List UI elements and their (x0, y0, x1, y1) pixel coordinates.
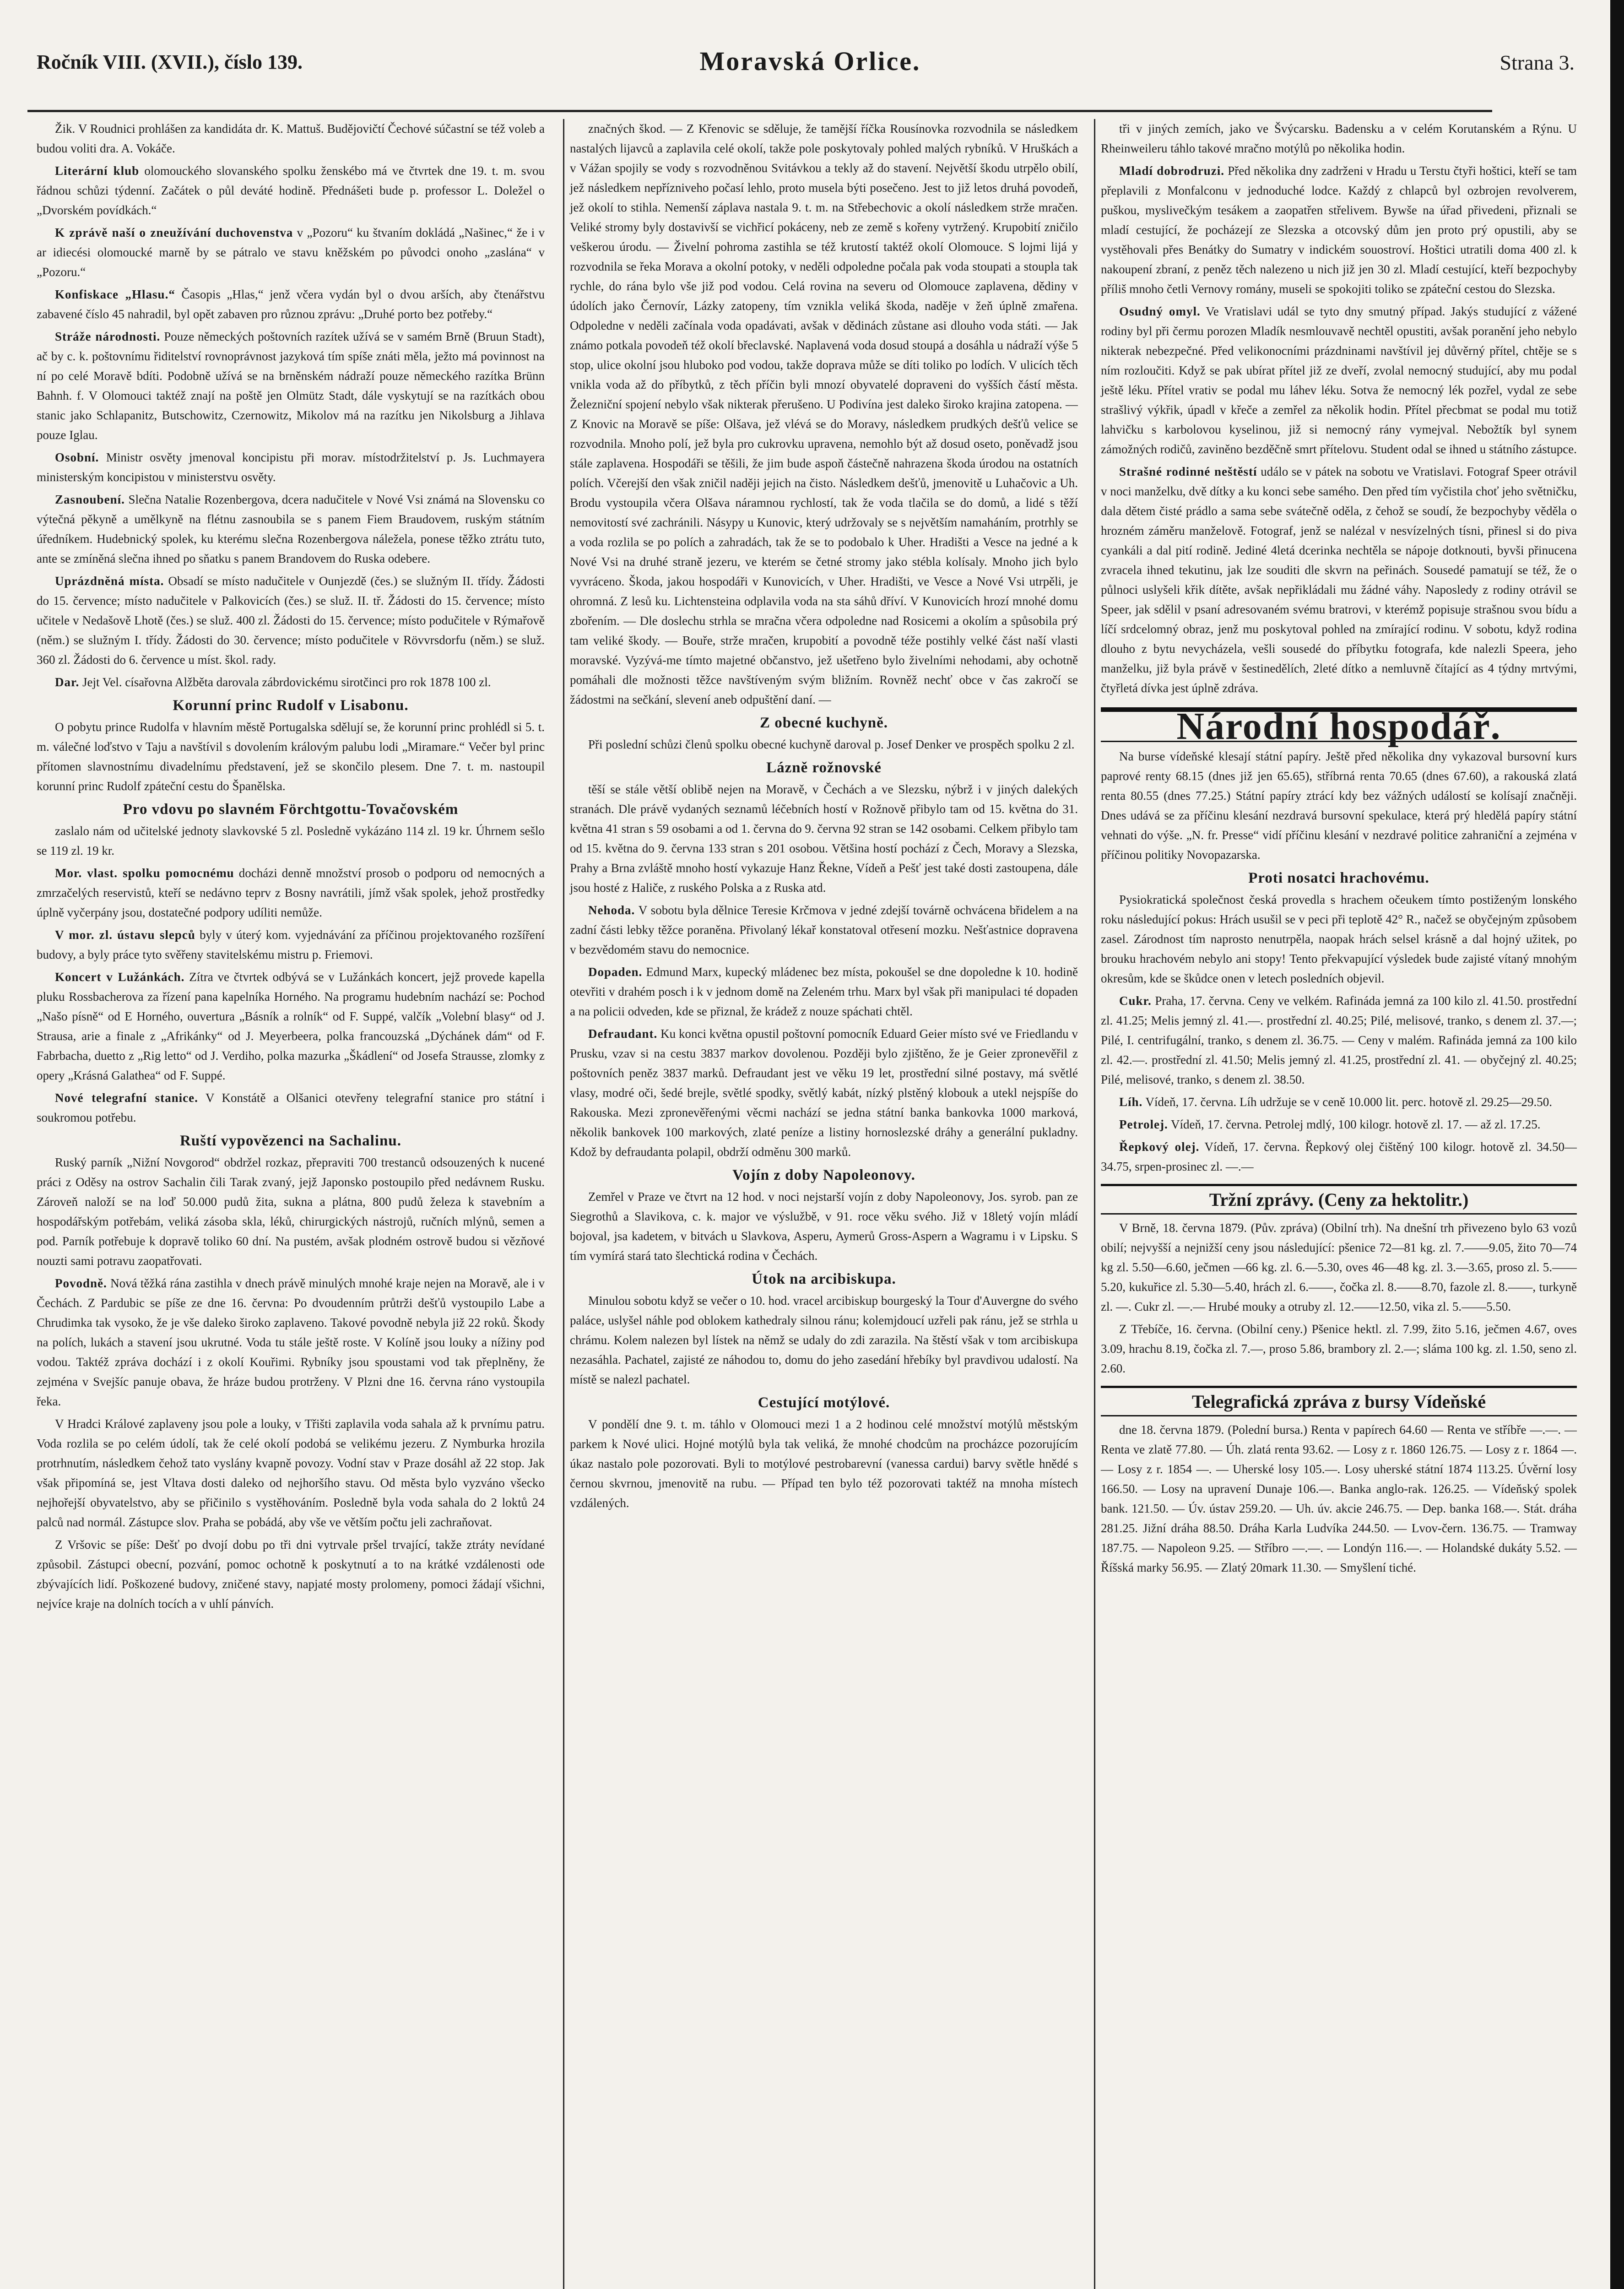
article-paragraph (37, 1414, 545, 1532)
paragraph-text: Edmund Marx, kupecký mládenec bez místa, pokoušel se dne dopoledne k 10. hodině otevřiti v drahém posch i k v jednom domě na Zeleném trhu. Marx byl však při manipulaci té dopaden a na policii odveden, kde se přiznal, že krádež z nouze spáchati chtěl. (570, 965, 1078, 1018)
article-paragraph (37, 223, 545, 282)
paragraph-text: v „Pozoru“ ku štvaním dokládá „Našinec,“ že i v ar idiecési olomoucké marně by se pátralo ve stavu kněžském po původci onoho „zaslána“ v „Pozoru.“ (37, 226, 545, 279)
article-paragraph (37, 863, 545, 922)
paragraph-text: Nová těžká rána zastihla v dnech právě minulých mnohé kraje nejen na Moravě, ale i v Čechách. Z Pardubic se píše ze dne 16. června: Po dvoudenním průtrži dešťů vystoupilo Labe a Chrudimka tak vysoko, že je vše daleko široko zaplaveno. Takové povodně nebyla již 22 roků. Škody na polích, lukách a stavení jsou ukrutné. Voda tu stále ještě roste. V Kolíně jsou louky a nížiny pod vodou. Taktéž zpráva dochází i z okolí Kouřimi. Rybníky jsou spoustami vod tak přeplněny, že zejména v Svejšíc panuje obava, že hráze budou protrženy. V Plzni dne 16. června ráno vystoupila řeka. (37, 1276, 545, 1408)
article-heading: Vojín z doby Napoleonovy. (732, 1167, 915, 1183)
paragraph-lead: Dopaden. (588, 965, 643, 979)
paragraph-lead: Nové telegrafní stanice. (55, 1091, 198, 1105)
paragraph-text: Před několika dny zadrženi v Hradu u Terstu čtyři hoštici, kteří se tam přeplavili z Monfalconu v jednoduché lodce. Každý z chlapců byl ozbrojen revolverem, puškou, myslivečkým tesákem a zaopatřen střelivem. Bywše na úřad přivedeni, přiznali se mladí cestující, že pocházejí ze Slezska a otcovský dům jen proto prý opustili, aby se vystěhovali přes Benátky do Sumatry v indickém souostroví. Hoštici utratili doma 400 zl. k nakoupení zbraní, z peněz těch nalezeno u nich již jen 30 zl. Mladí cestující, kteří bezpochyby příliš mnoho četli Vernovy romány, museli se spokojiti toliko se zpáteční cestou do Slezska. (1101, 164, 1577, 296)
article-paragraph (570, 780, 1078, 898)
paragraph-text: těší se stále větší oblibě nejen na Moravě, v Čechách a ve Slezsku, nýbrž i v jiných dalekých stranách. Dle právě vydaných seznamů léčebních hostí v Rožnově přibylo tam od 15. května do 31. května 41 stran s 59 osobami a od 1. června do 9. června 92 stran se 142 osobami. Celkem přibylo tam od 15. května do 9. června 133 stran s 201 osobou. Většina hostí pochází z Čech, Moravy a Slezska, Prahy a Brna zvláště mnoho hostí vykazuje Hanz Řekne, Vídeň a Pešť jest také dosti zastoupena, dále jsou hosté z Haliče, z ruského Polska a z Ruska atd. (570, 782, 1078, 895)
article-paragraph (570, 962, 1078, 1021)
paragraph-text: Obsadí se místo nadučitele v Ounjezdě (čes.) se služným II. třídy. Žádosti do 15. července; místo nadučitele v Palkovicích (čes.) se služ. II. tř. Žádosti do 15. července; místo učitele v Nedašově Lhotě (čes.) se služ. 400 zl. Žádosti do 15. července; místo podučitele v Rýmařově (něm.) se služným I. třídy. Žádosti do 30. července; místo podučitele v Rövvrsdorfu (něm.) se služ. 360 zl. Žádosti do 6. července u míst. škol. rady. (37, 574, 545, 667)
paragraph-lead: Nehoda. (588, 903, 635, 917)
article-heading: Korunní princ Rudolf v Lisabonu. (173, 697, 409, 714)
section-title: Národní hospodář. (1101, 707, 1577, 742)
paragraph-lead: Petrolej. (1119, 1117, 1168, 1131)
paragraph-text: V sobotu byla dělnice Teresie Krčmova v jedné zdejší továrně ochvácena břidelem a na zadní části lebky těžce poraněna. Přivolaný lékař konstatoval otřesení mozku. Nešťastnice dopravena v bezvědomém stavu do nemocnice. (570, 903, 1078, 956)
paragraph-lead: Osudný omyl. (1119, 304, 1201, 318)
article-paragraph (37, 717, 545, 796)
article-paragraph (37, 673, 545, 692)
paragraph-lead: Líh. (1119, 1095, 1143, 1109)
box-heading: Telegrafická zpráva z bursy Vídeňské (1101, 1386, 1577, 1416)
paragraph-text: V Brně, 18. června 1879. (Pův. zpráva) (Obilní trh). Na dnešní trh přivezeno bylo 63 vozů obilí; nejvyšší a nejnižší ceny jsou následující: pšenice 72—81 kg. zl. 7.——9.05, žito 70—74 kg zl. 5.50—6.60, ječmen —66 kg. zl. 6.—5.30, oves 46—48 kg. zl. 3.—3.65, proso zl. 5.——5.20, kukuřice zl. 5.30—5.40, hrách zl. 6.——, čočka zl. 8.——8.70, fazole zl. 8.——, turkyně zl. —. Cukr zl. —.— Hrubé mouky a otruby zl. 12.——12.50, vika zl. 5.——5.50. (1101, 1221, 1577, 1313)
paragraph-lead: V mor. zl. ústavu slepců (55, 928, 195, 942)
article-paragraph (570, 1187, 1078, 1266)
article-paragraph (37, 1274, 545, 1411)
article-heading: Z obecné kuchyně. (759, 715, 888, 731)
article-paragraph (1101, 991, 1577, 1090)
paragraph-text: Ruský parník „Nižní Novgorod“ obdržel rozkaz, přepraviti 700 trestanců odsouzených k nucené práci z Oděsy na ostrov Sachalin čili Tarak zvaný, jejž Japonsko postoupilo před nedávnem Rusku. Zároveň naloží se na loď 50.000 pudů žita, sukna a plátna, 800 pudů železa k stavebním a hospodářským potřebám, veliká zásoba skla, léků, chirurgických nástrojů, ručních mlýnů, semen a pod. Parník potřebuje k dopravě toliko 60 dní. Na pustém, avšak plodném ostrově budou si vězňové nouzti sami potravu zaopatřovati. (37, 1155, 545, 1268)
article-heading: Proti nosatci hrachovému. (1248, 870, 1429, 886)
article-paragraph (570, 900, 1078, 960)
paragraph-text: Vídeň, 17. června. Petrolej mdlý, 100 kilogr. hotově zl. 17. — až zl. 17.25. (1168, 1117, 1541, 1131)
paragraph-lead: Konfiskace „Hlasu.“ (55, 287, 175, 301)
paragraph-text: Na burse vídeňské klesají státní papíry. Ještě před několika dny vykazoval bursovní kurs paprové renty 68.15 (dnes již jen 65.65), stříbrná renta 70.65 (dnes 67.60), a rakouská zlatá renta 80.55 (dnes 77.25.) Státní papíry ztrácí kdy bez vážných událostí se kolísají značněji. Dnes udává se za příčinu klesání nezdravá bursovní spekulace, která prý hledělá papíry státní vehnati do výše. „N. fr. Presse“ vidí příčinu klesání v nezdravé politice zahraniční a zejména v příčinou politiky Novopazarska. (1101, 749, 1577, 862)
paragraph-lead: Mor. vlast. spolku pomocnému (55, 866, 234, 880)
paragraph-text: O pobytu prince Rudolfa v hlavním městě Portugalska sdělují se, že korunní princ prohlédl si 5. t. m. válečné loďstvo v Taju a navštívil s dovolením královým palubu lodi „Miramare.“ Večer byl princ přítomen slavnostnímu divadelnímu představení, jež se skončilo plesem. Dne 7. t. m. nastoupil korunní princ Rudolf zpáteční cestu do Španělska. (37, 720, 545, 793)
paragraph-lead: Uprázdněná místa. (55, 574, 164, 588)
article-paragraph (37, 161, 545, 220)
paragraph-lead: Mladí dobrodruzi. (1119, 164, 1225, 178)
paragraph-text: Zítra ve čtvrtek odbývá se v Lužánkách koncert, jejž provede kapella pluku Rossbacherova za řízení pana kapelníka Horného. Na programu hudebním nachází se: Pochod „Našo písně“ od E Horného, ouvertura „Básník a rolník“ od F. Suppé, valčík „Volební blasy“ od J. Strausa, arie a finale z „Afrikánky“ od J. Meyerbeera, polka francouzská „Dýchánek dám“ od F. Fabrbacha, duetto z „Rig letto“ od J. Verdiho, polka mazurka „Škádlení“ od Josefa Strausse, zlomky z opery „Krásná Galathea“ od F. Suppé. (37, 970, 545, 1082)
box-heading: Tržní zprávy. (Ceny za hektolitr.) (1101, 1184, 1577, 1215)
paragraph-text: Zemřel v Praze ve čtvrt na 12 hod. v noci nejstarší vojín z doby Napoleonovy, Jos. syrob. pan ze Siegrothů a Slavikova, c. k. major ve výslužbě, v 91. roce věku svého. Již v 18letý vojín mládí bojoval, jsa kadetem, v bitvách u Slavkova, Asperu, Aymerů Gross-Aspern a Wagramu i v Lipsku. S tím vymírá stará tato šlechtická rodina v Čechách. (570, 1190, 1078, 1263)
article-paragraph (37, 821, 545, 861)
article-paragraph (37, 119, 545, 158)
article-paragraph (1101, 161, 1577, 299)
paragraph-lead: Stráže národnosti. (55, 330, 161, 343)
paragraph-text: Z Třebíče, 16. června. (Obilní ceny.) Pšenice hektl. zl. 7.99, žito 5.16, ječmen 4.67, oves 3.09, hrachu 8.19, čočka zl. 7.—, proso 5.86, brambory zl. 2.—; sláma 100 kg. zl. 1.50, seno zl. 2.60. (1101, 1322, 1577, 1375)
article-paragraph (1101, 1137, 1577, 1177)
article-paragraph (1101, 302, 1577, 459)
paragraph-text: Ve Vratislavi udál se tyto dny smutný případ. Jakýs studující z vážené rodiny byl při čermu porozen Mladík nesmlouvavě nechtěl opustiti, avšak poranění jeho nebylo nikterak nebezpečné. Před velikonocními prázdninami navštívil jej důvěrný přítel, chtěje se s ním rozloučiti. Když se pak ubírat přítel již ze dveří, zvolal nemocný studující, aby mu podal ještě léku. Přítel vrativ se podal mu láhev léku. Sotva že nemocný lék pozřel, vydal ze sebe strašlivý výkřik, úpadl v křeče a zemřel za několik hodin. Přítel přecbmat se podal mu totiž lahvičku s karbolovou kyselinou, již si nemocný rány vymejval. Nebožtík byl synem zámožných rodičů, zaviněno bezděčně smrt přítelovu. Student odal se ihned u státního zástupce. (1101, 304, 1577, 456)
paragraph-text: Minulou sobotu když se večer o 10. hod. vracel arcibiskup bourgeský la Tour d'Auvergne do svého paláce, uslyšel náhle pod oblokem kathedraly silnou ránu; kolemjdoucí uzřeli pak ránu, jež se strhla u chrámu. Kolem nalezen byl lístek na němž se udaly do zdi zarazila. Na štěstí však v tom arcibiskupa nezasáhla. Pachatel, zajisté ze náhodou to, domu do jeho zasedání hřebíky byl pravdivou udalostí. Na místě se nalezl pachatel. (570, 1294, 1078, 1386)
columns (37, 119, 1593, 2289)
article-paragraph (37, 327, 545, 445)
article-heading: Ruští vypovězenci na Sachalinu. (180, 1133, 401, 1149)
paragraph-text: V Konstátě a Olšanici otevřeny telegrafní stanice pro státní i soukromou potřebu. (37, 1091, 545, 1124)
paragraph-text: byly v úterý kom. vyjednávání za příčinou projektovaného rozšíření budovy, a byly práce tyto svěřeny stavitelskému mistru p. Friemovi. (37, 928, 545, 961)
article-heading: Pro vdovu po slavném Förchtgottu-Tovačovském (123, 801, 459, 818)
scan-edge (1610, 0, 1624, 2289)
page-number: Strana 3. (1499, 51, 1575, 74)
paragraph-text: V pondělí dne 9. t. m. táhlo v Olomouci mezi 1 a 2 hodinou celé množství motýlů městským parkem k Nové ulici. Hojné motýlů byla tak veliká, že mnohé chodcům na procházce pozorujícím úkaz nastalo pole pozorovati. Byli to motýlové pestrobarevní (vanessa cardui) barvy světle hnědé s černou skvrnou, jmenovitě na rubu. — Případ ten bylo též pozorovati taktéž na mnoha místech vzdálených. (570, 1417, 1078, 1510)
paragraph-text: V Hradci Králové zaplaveny jsou pole a louky, v Třišti zaplavila voda sahala až k prvnímu patru. Voda rozlila se po celém údolí, tak že celé okolí podobá se velikému jezeru. Z Nymburka hrozila protrhnutím, následkem čehož tato vyslány kvapně povozy. Vodní stav v Praze dosáhl až 22 stop. Jak však připomíná se, jest Vltava dosti daleko od nejhoršího stavu. Od města bylo vyzváno všecko nejhořejší obyvatelstvo, aby se přičinilo s vystěhováním. Posledně byla voda sahala do 2 loktů 24 palců nad normál. Zástupce slov. Praha se pobádá, aby vše ve větším počtu jeli zachraňovat. (37, 1417, 545, 1529)
article-heading: Lázně rožnovské (766, 759, 882, 776)
paragraph-text: Jejt Vel. císařovna Alžběta darovala zábrdovickému sirotčinci pro rok 1878 100 zl. (79, 675, 491, 689)
paragraph-lead: Řepkový olej. (1119, 1140, 1200, 1154)
paragraph-lead: Defraudant. (588, 1027, 658, 1041)
article-paragraph (570, 735, 1078, 754)
column-1 (37, 119, 545, 2289)
issue-number: Ročník VIII. (XVII.), číslo 139. (37, 51, 303, 73)
paragraph-text: Pouze německých poštovních razítek užívá se v samém Brně (Bruun Stadt), ač by c. k. poštovnímu řiditelství rovnoprávnost jazyková tím spíše znáti měla, ježto má povinnost na ní po celé Moravě bdíti. Podobně užívá se na brněnském nádraží pouze německého razítka Brünn Bahnh. f. V Olomouci taktéž znají na poště jen Olmütz Stadt, dále vyskytují se na razítkách obou stanic jako Schlapanitz, Butschowitz, Czernowitz, Mikolov má na razítku jen Nikolsburg a Jihlava pouze Iglau. (37, 330, 545, 442)
article-paragraph (37, 571, 545, 670)
article-paragraph (37, 967, 545, 1085)
paragraph-lead: Cukr. (1119, 994, 1152, 1008)
article-paragraph (1101, 1420, 1577, 1578)
paragraph-text: zaslalo nám od učitelské jednoty slavkovské 5 zl. Posledně vykázáno 114 zl. 19 kr. Úhrnem sešlo se 119 zl. 19 kr. (37, 824, 545, 857)
article-paragraph (570, 1291, 1078, 1389)
paragraph-text: Ku konci května opustil poštovní pomocník Eduard Geier místo své ve Friedlandu v Prusku, vzav si na cestu 3837 markov dovolenou. Později bylo zjištěno, že je Geier zpronevěřil z poštovních peněz 3837 marků. Defraudant jest ve věku 19 let, prostřední silné postavy, má světlé vlasy, modré oči, šedé brejle, světlé spodky, světlý kabát, nízký plstěný klobouk a utekl nejspíše do Rakouska. Mezi zpronevěřenými věcmi nachází se jedna státní banka bankovka 1000 marková, několik bankovek 100 markových, zlaté peníze a listiny hornoslezské dráhy a generální pukladny. Kdož by defraudanta polapil, obdrží odměnu 300 marků. (570, 1027, 1078, 1159)
article-paragraph (37, 925, 545, 965)
paragraph-text: značných škod. — Z Křenovic se sděluje, že tamější říčka Rousínovka rozvodnila se následkem nastalých lijavců a zaplavila celé okolí, takže pole poskytovaly pohled malých rybníků. V Hruškách a v Vážan spojily se vody s rozvodněnou Svitávkou a tekly až do stavení. Největší škodu utrpělo obilí, jež následkem nepřízniveho počasí lehlo, proto musela býti posečeno. Jest to již letos druhá povodeň, jež okolí to stihla. Nemenší záplava nastala 9. t. m. na Střebechovic a okolí následkem strže mračen. Veliké stromy byly dostavivší se vichřicí pokáceny, neb ze země s kořeny vytržený. Krupobití zničilo veškerou úrodu. — Živelní pohroma zastihla se též krutostí taktéž okolí Olomouce. S lojmi lijá y rozvodnila se řeka Morava a okolní potoky, v neděli odpoledne počala pak voda stoupati a stoupla tak rychle, do rána bylo vše již pod vodou. Celá rovina na severu od Olomouce zaplavena, dědiny v údolích jako Černovír, Lázky zatopeny, tím vznikla veliká škoda, naděje v žeň úplně zmařena. Odpoledne v neděli začínala voda opadávati, avšak v dědinách zůstane asi dlouho voda státi. — Jak známo potkala povodeň též okolí břeclavské. Naplavená voda dosud stoupá a dosáhla u nádraží výše 5 stop, ulice okolní jsou hluboko pod vodou, takže doprava může se díti toliko po lodích. V ulicích těch vnikla voda až do příbytků, z těch příčin byli mnozí obyvatelé dopraveni do vyšších částí města. Železniční spojení nebylo však nikterak přerušeno. U Podivína jest daleko široko krajina zatopena. — Z Knovic na Moravě se píše: Olšava, jež vlévá se do Moravy, následkem prudkých dešťů velice se rozvodnila. Mnoho polí, jež byla pro cukrovku upravena, nemohlo být až dosud oseto, poněvadž jsou stále zaplavena. Hospodáři se těšili, že jim bude aspoň částečně nahrazena škoda úrodou na ostatních polích. Včerejší den však zničil naději jejich na čisto. Následkem dešťů, jmenovitě u Luhačovic a Uh. Brodu vystoupila včera Olšava náramnou rychlostí, tak že voda tlačila se do domů, a lidé s těží nemovitostí své zachránili. Násypy u Kunovic, který udržovaly se s největším namaháním, protrhly se a voda rozlila se po polích a zahradách, tak že se to podobalo k Uher. Hradišti a Vesce na jedné a k Nové Vsi na druhé straně jezeru, ve kterém se četné stromy jako stébla kolísaly. Mnoho jich bylo vyvráceno. Škoda, jakou hospodáři v Kunovicích, v Uher. Hradišti, ve Vesce a Nové Vsi utrpěli, je ohromná. Z lesů ku. Lichtensteina odplavila voda na sta sáhů dříví. V Kunovicích hrozí mnohé domu zbořením. — Dle doslechu strhla se mračna včera odpoledne nad Rosicemi a okolím a spůsobila prý tam veliké škody. — Bouře, strže mračen, krupobití a povodně téže postihly velké část naší vlasti moravské. Vyzývá-me tímto majetné občanstvo, jež ušetřeno bylo živelními nehodami, aby ochotně pomáhali dle možnosti těžce navštíveným svým bližním. Rovněž nechť obce v čas zakročí se žádostmi na sečkání, slevení aneb odpuštění daní. — (570, 122, 1078, 706)
paragraph-lead: Dar. (55, 675, 80, 689)
article-paragraph (1101, 462, 1577, 698)
paragraph-lead: Strašné rodinné neštěstí (1119, 465, 1257, 478)
article-paragraph (570, 1415, 1078, 1513)
article-paragraph (1101, 747, 1577, 865)
paragraph-text: Praha, 17. června. Ceny ve velkém. Rafináda jemná za 100 kilo zl. 41.50. prostřední zl. 41.25; Melis jemný zl. 41.—. prostřední zl. 40.25; Pilé, melisové, tranko, s denem zl. 37.—; Pilé, I. centrifugální, tranko, s denem zl. 36.75. — Ceny v malém. Rafináda jemná za 100 kilo zl. 42.—. prostřední zl. 41.50; Melis jemný zl. 41.25, prostřední zl. 41. — obyčejný zl. 40.25; Pilé, melisové, tranko, s denem zl. 38.50. (1101, 994, 1577, 1086)
paragraph-lead: K zprávě naší o zneužívání duchovenstva (55, 226, 293, 239)
article-paragraph (1101, 1218, 1577, 1317)
paragraph-text: Pysiokratická společnost česká provedla s hrachem očeukem tímto postiženým lonského roku následující pokus: Hrách usušil se v peci při teplotě 42° R., načež se obyčejným způsobem zasel. Zárodnost tím naprosto nenutrpěla, naopak hrách selsel krásně a dal hojný užitek, po brouku hrachovém nebylo ani stopy! Tento překvapující výsledek bude zajisté vítaný mnohým okresům, kde se škůdce onen v letech posledních objevil. (1101, 893, 1577, 985)
article-paragraph (37, 448, 545, 487)
paragraph-text: Slečna Natalie Rozenbergova, dcera nadučitele v Nové Vsi známá na Slovensku co výtečná pěkyně a umělkyně na flétnu zasnoubila se s panem Fiem Braudovem, ruským státním úředníkem. Hudebnický spolek, ku kterému slečna Rozenbergova náležela, ponese těžko ztrátu tuto, ante se zmíněná slečna ihned po sňatku s panem Brandovem do Ruska odebere. (37, 493, 545, 565)
article-paragraph (1101, 119, 1577, 158)
paragraph-text: Ministr osvěty jmenoval koncipistu při morav. místodržitelství p. Js. Luchmayera ministerským koncipistou v ministerstvu osvěty. (37, 450, 545, 484)
article-paragraph (37, 1535, 545, 1614)
article-paragraph (570, 119, 1078, 710)
paragraph-text: Při poslední schůzi členů spolku obecné kuchyně daroval p. Josef Denker ve prospěch spolku 2 zl. (588, 738, 1075, 751)
article-paragraph (1101, 1115, 1577, 1134)
newspaper-page (27, 0, 1593, 2289)
column-3 (1094, 119, 1577, 2289)
paragraph-text: Žik. V Roudnici prohlášen za kandidáta dr. K. Mattuš. Budějovičtí Čechové súčastní se též voleb a budou voliti dra. A. Vokáče. (37, 122, 545, 155)
paragraph-lead: Literární klub (55, 164, 140, 178)
paragraph-text: událo se v pátek na sobotu ve Vratislavi. Fotograf Speer otrávil v noci manželku, dvě dítky a ku konci sebe samého. Den před tím vyčistila choť jeho světničku, dala dětem čisté prádlo a sama sebe svátečně oděla, z čehož se soudí, že bezpochyby věděla o hrozném záměru manželově. Fotograf, jenž se nalézal v nesvízelných tísni, přinesl si do piva cyankáli a dal pití rodině. Jediné 4letá dcerinka nechtěla se nápoje dotknouti, byvši přinucena zvracela ihned tekutinu, jak lze souditi dle skvrn na peřinách. Sousedé pamatují se též, že o půlnoci uslyšeli křik dítěte, avšak nepřikládali mu žádné váhy. Naposledy z rodiny otrávil se Speer, jak sdělil v psaní adresovaném svému bratrovi, v kterémž popisuje strašnou svou bídu a líčí srdcelomný obraz, jenž mu poskytoval pohled na zmírající rodinu. V sobotu, když rodina dlouho z bytu nevycházela, vešli sousedé do příbytku fotografa, kde nalezli Speera, jeho manželku, již byla právě v šestinedělích, 2leté dítko a nemluvně čítající as 4 týdny mrtvými, čtyřletá dívka jest úplně zdráva. (1101, 465, 1577, 695)
paragraph-text: tři v jiných zemích, jako ve Švýcarsku. Badensku a v celém Korutanském a Rýnu. U Rheinweileru táhlo takové mračno motýlů po několika hodin. (1101, 122, 1577, 155)
article-paragraph (1101, 1319, 1577, 1378)
paragraph-text: Vídeň, 17. června. Líh udržuje se v ceně 10.000 lit. perc. hotově zl. 29.25—29.50. (1142, 1095, 1553, 1109)
paragraph-text: Časopis „Hlas,“ jenž včera vydán byl o dvou arších, aby čtenářstvu zabavené číslo 45 nahradil, byl opět zabaven pro různou zprávu: „Druhé porto bez potřeby.“ (37, 287, 545, 321)
article-paragraph (37, 490, 545, 569)
article-paragraph (37, 285, 545, 324)
article-paragraph (570, 1024, 1078, 1162)
article-heading: Cestující motýlové. (758, 1394, 890, 1411)
article-paragraph (37, 1088, 545, 1128)
article-paragraph (1101, 1092, 1577, 1112)
column-2 (563, 119, 1078, 2289)
paragraph-text: Z Vršovic se píše: Dešť po dvojí dobu po tři dni vytrvale pršel trvající, takže ztráty nevídané způsobil. Zástupci obecní, pozvání, pomoc ochotně k poskytnutí a to na krátké vzdálenosti ode zbývajících lidí. Poškozené budovy, zničené stavy, napjaté mosty prolomeny, pomoci žádají všichni, nejvíce kraje na dolních tocích a v uhlí pánvích. (37, 1538, 545, 1611)
article-heading: Útok na arcibiskupa. (752, 1271, 896, 1287)
paragraph-text: docházi denně množství prosob o podporu od nemocných a zmrzačelých reservistů, kteří se nedávno teprv z Bosny navrátili, jímž však spolek, jehož prostředky úplně vyčerpány jsou, dostatečné podpory udíliti nemůže. (37, 866, 545, 919)
paragraph-lead: Osobní. (55, 450, 99, 464)
header-rule (27, 55, 1492, 112)
paragraph-text: dne 18. června 1879. (Polední bursa.) Renta v papírech 64.60 — Renta ve stříbře —.—. — Renta ve zlatě 77.80. — Úh. zlatá renta 93.62. — Losy z r. 1860 126.75. — Losy z r. 1864 —. — Losy z r. 1854 —. — Uherské losy 105.—. Losy uherské státní 1874 113.25. Úvěrní losy 166.50. — Losy na upravení Dunaje 106.—. Banka anglo-rak. 126.25. — Vídeňský spolek bank. 121.50. — Úv. ústav 259.20. — Uh. úv. akcie 246.75. — Dep. banka 168.—. Stát. dráha 281.25. Jižní dráha 88.50. Dráha Karla Ludvíka 244.50. — Lvov-čern. 136.75. — Tramway 187.75. — Napoleon 9.25. — Stříbro —.—. — Londýn 116.—. — Holandské dukáty 5.52. — Říšská marky 56.95. — Zlatý 20mark 11.30. — Smyšlení tiché. (1101, 1423, 1577, 1574)
paragraph-lead: Zasnoubení. (55, 493, 125, 506)
masthead-title: Moravská Orlice. (699, 46, 921, 76)
article-paragraph (1101, 890, 1577, 988)
article-paragraph (37, 1153, 545, 1271)
paragraph-text: olomouckého slovanského spolku ženskébo má ve čtvrtek dne 19. t. m. svou řádnou schůzi týdenní. Začátek o půl deváté hodině. Přednášeti bude p. professor L. Doležel o „Dvorském povídkách.“ (37, 164, 545, 217)
paragraph-lead: Koncert v Lužánkách. (55, 970, 185, 984)
paragraph-text: Vídeň, 17. června. Řepkový olej čištěný 100 kilogr. hotově zl. 34.50—34.75, srpen-prosinec zl. —.— (1101, 1140, 1577, 1173)
paragraph-lead: Povodně. (55, 1276, 107, 1290)
